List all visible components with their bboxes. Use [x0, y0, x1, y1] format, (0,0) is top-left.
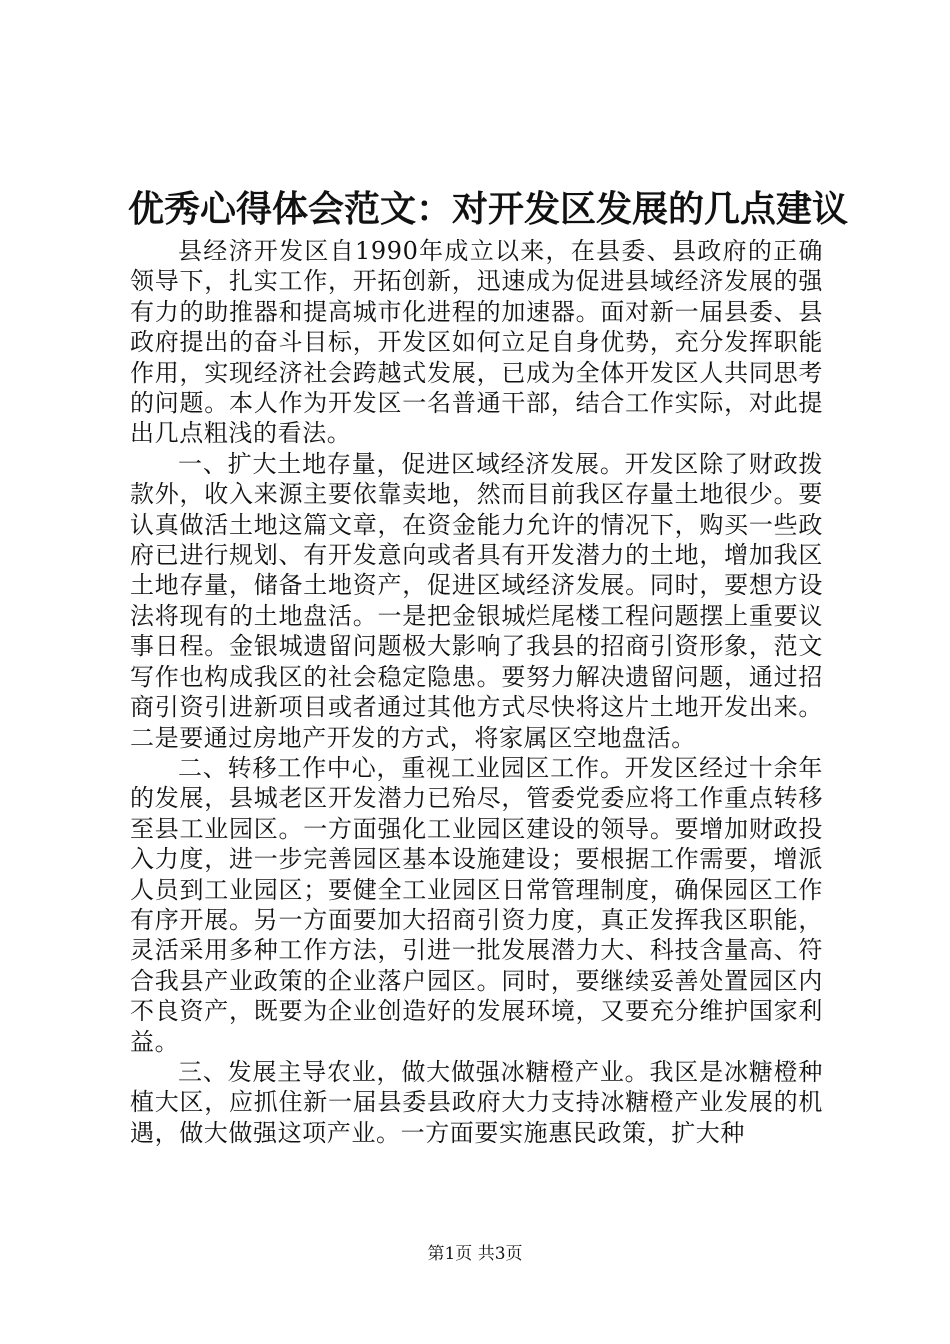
paragraph-section-1: 一、扩大土地存量，促进区域经济发展。开发区除了财政拨款外，收入来源主要依靠卖地，然而目前我区存量土地很少。要认真做活土地这篇文章，在资金能力允许的情况下，购买一些政府已进行规划、有开发意向或者具有开发潜力的土地，增加我区土地存量，储备土地资产，促进区域经济发展。同时，要想方设法将现有的土地盘活。一是把金银城烂尾楼工程问题摆上重要议事日程。金银城遗留问题极大影响了我县的招商引资形象，范文写作也构成我区的社会稳定隐患。要努力解决遗留问题，通过招商引资引进新项目或者通过其他方式尽快将这片土地开发出来。二是要通过房地产开发的方式，将家属区空地盘活。 — [130, 449, 823, 752]
document-body — [130, 236, 823, 1148]
document-title: 优秀心得体会范文：对开发区发展的几点建议 — [128, 188, 849, 230]
paragraph-intro: 县经济开发区自1990年成立以来，在县委、县政府的正确领导下，扎实工作，开拓创新，迅速成为促进县域经济发展的强有力的助推器和提高城市化进程的加速器。面对新一届县委、县政府提出的奋斗目标，开发区如何立足自身优势，充分发挥职能作用，实现经济社会跨越式发展，已成为全体开发区人共同思考的问题。本人作为开发区一名普通干部，结合工作实际，对此提出几点粗浅的看法。 — [130, 237, 823, 448]
paragraph-section-2: 二、转移工作中心，重视工业园区工作。开发区经过十余年的发展，县城老区开发潜力已殆尽，管委党委应将工作重点转移至县工业园区。一方面强化工业园区建设的领导。要增加财政投入力度，进一步完善园区基本设施建设；要根据工作需要，增派人员到工业园区；要健全工业园区日常管理制度，确保园区工作有序开展。另一方面要加大招商引资力度，真正发挥我区职能，灵活采用多种工作方法，引进一批发展潜力大、科技含量高、符合我县产业政策的企业落户园区。同时，要继续妥善处置园区内不良资产，既要为企业创造好的发展环境，又要充分维护国家利益。 — [130, 753, 823, 1056]
paragraph-section-3: 三、发展主导农业，做大做强冰糖橙产业。我区是冰糖橙种植大区，应抓住新一届县委县政府大力支持冰糖橙产业发展的机遇，做大做强这项产业。一方面要实施惠民政策，扩大种 — [130, 1057, 823, 1147]
page-footer: 第1页 共3页 — [427, 1244, 523, 1264]
